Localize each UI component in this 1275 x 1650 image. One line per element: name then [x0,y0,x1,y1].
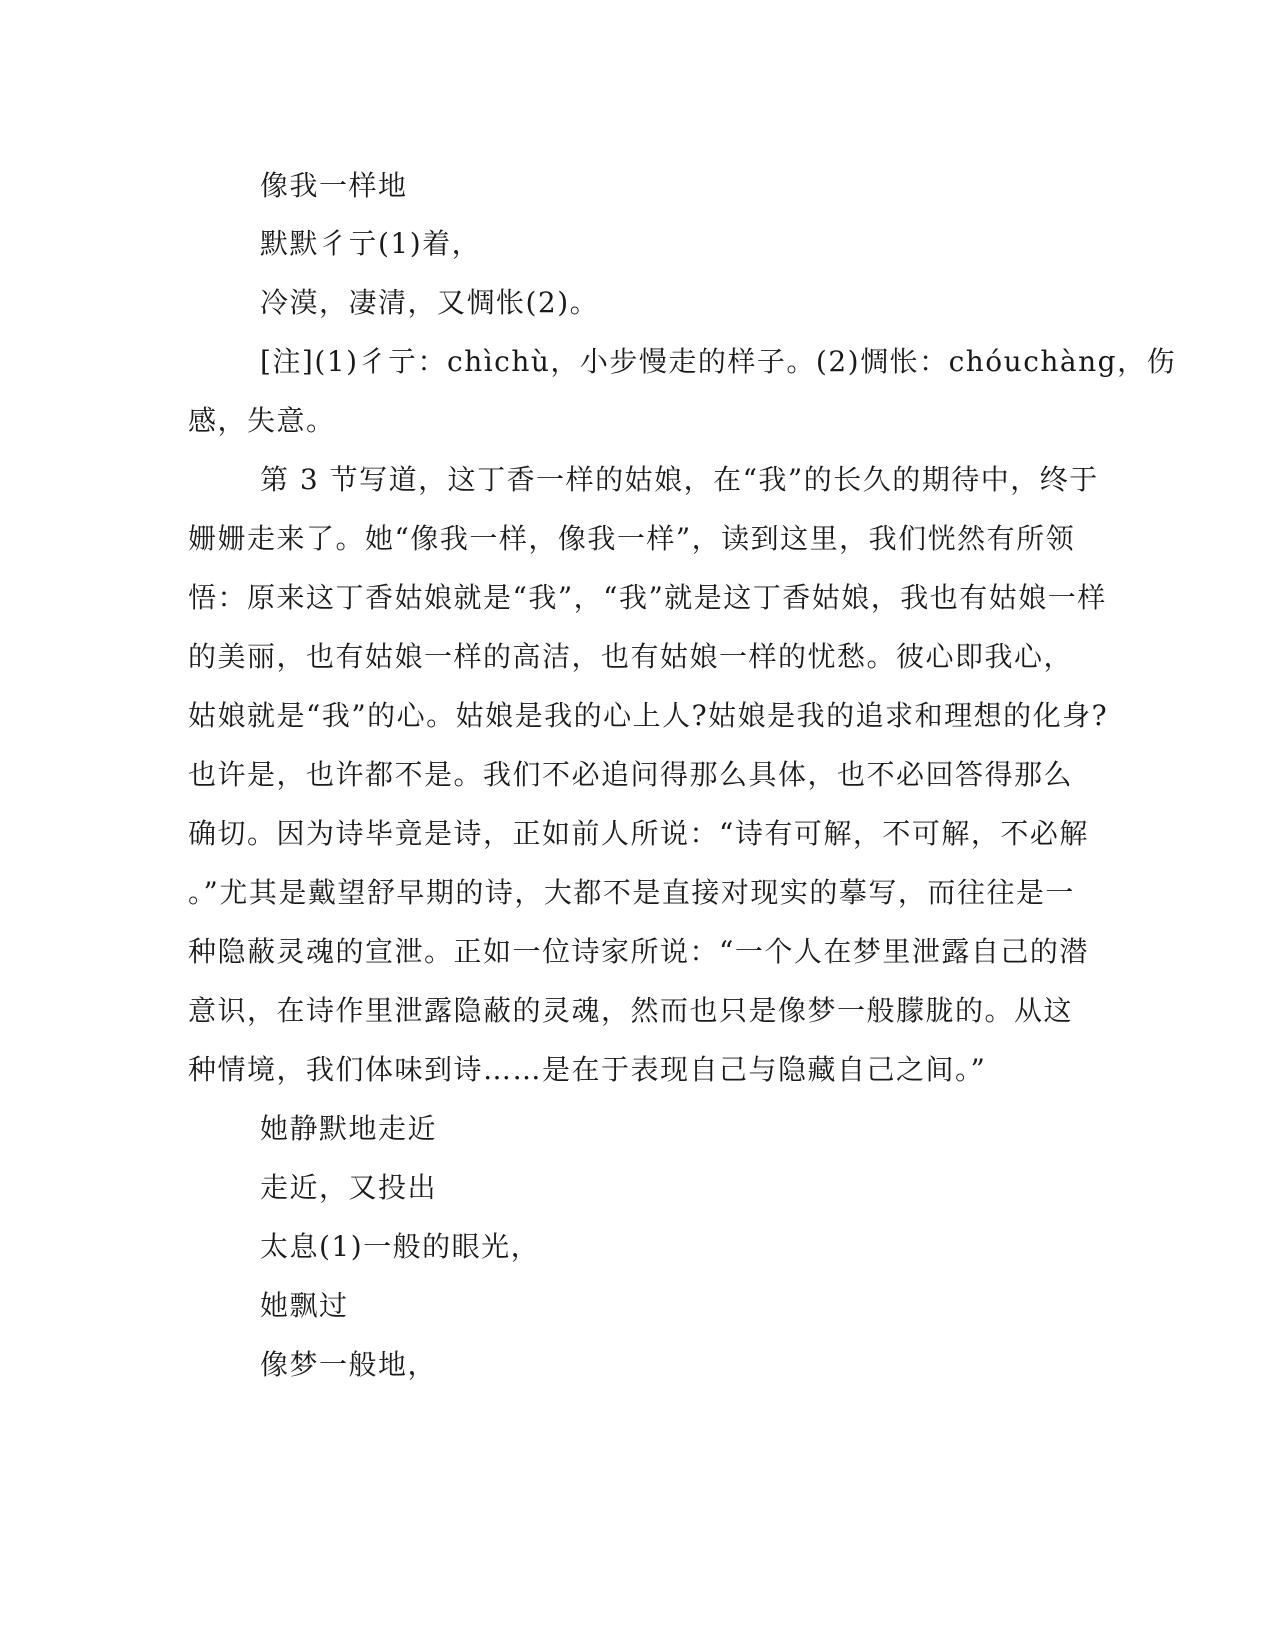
note-line-continued: 感，失意。 [188,404,336,437]
paragraph-line: 也许是，也许都不是。我们不必追问得那么具体，也不必回答得那么 [188,758,1074,791]
paragraph-line: 。”尤其是戴望舒早期的诗，大都不是直接对现实的摹写，而往往是一 [188,876,1075,909]
paragraph-line: 的美丽，也有姑娘一样的高洁，也有姑娘一样的忧愁。彼心即我心， [188,640,1074,673]
paragraph-line: 第 3 节写道，这丁香一样的姑娘，在“我”的长久的期待中，终于 [260,463,1099,496]
verse-line: 像我一样地 [260,169,408,202]
paragraph-line: 意识，在诗作里泄露隐蔽的灵魂，然而也只是像梦一般朦胧的。从这 [188,994,1074,1027]
verse-line: 默默彳亍(1)着， [260,227,482,260]
paragraph-line: 确切。因为诗毕竟是诗，正如前人所说：“诗有可解，不可解，不必解 [188,817,1089,850]
verse-line: 冷漠，凄清，又惆怅(2)。 [260,286,600,319]
note-line: [注](1)彳亍：chìchù，小步慢走的样子。(2)惆怅：chóuchàng，伤 [260,345,1177,378]
verse-line: 太息(1)一般的眼光， [260,1230,541,1263]
paragraph-line: 悟：原来这丁香姑娘就是“我”，“我”就是这丁香姑娘，我也有姑娘一样 [188,581,1107,614]
verse-line: 她飘过 [260,1289,349,1322]
verse-line: 像梦一般地， [260,1348,438,1381]
verse-line: 走近，又投出 [260,1171,438,1204]
verse-line: 她静默地走近 [260,1112,438,1145]
paragraph-line: 姑娘就是“我”的心。姑娘是我的心上人?姑娘是我的追求和理想的化身? [188,699,1109,732]
paragraph-line: 种隐蔽灵魂的宣泄。正如一位诗家所说：“一个人在梦里泄露自己的潜 [188,935,1089,968]
paragraph-line: 种情境，我们体味到诗……是在于表现自己与隐藏自己之间。” [188,1053,987,1086]
paragraph-line: 姗姗走来了。她“像我一样，像我一样”，读到这里，我们恍然有所领 [188,522,1076,555]
